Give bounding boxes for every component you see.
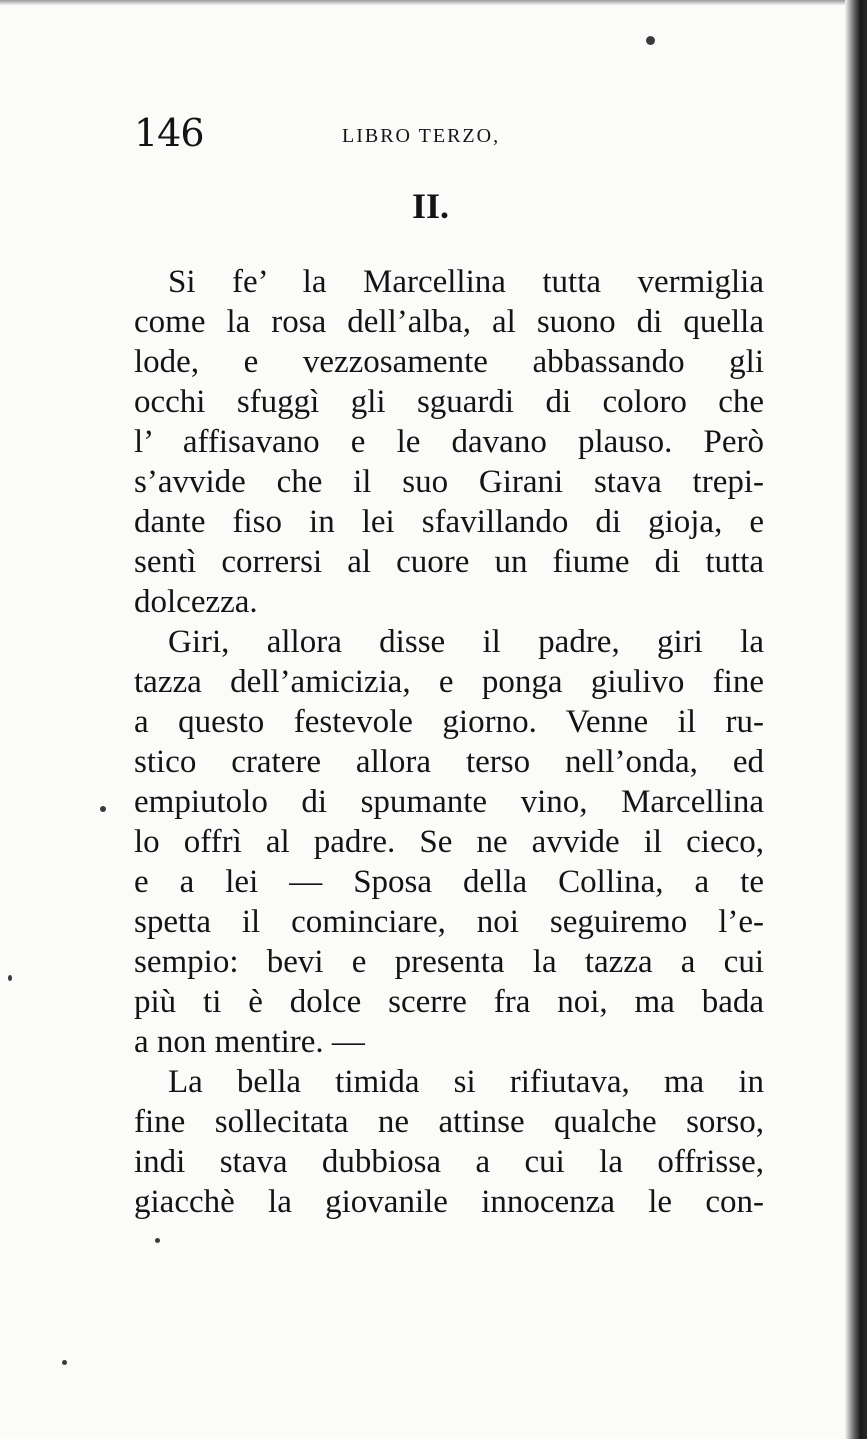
ink-speck	[62, 1360, 67, 1365]
text-line: Si fe’ la Marcellina tutta vermiglia	[168, 264, 764, 300]
ink-speck	[646, 36, 655, 45]
page-binding-edge	[845, 0, 867, 1439]
text-line: La bella timida si rifiutava, ma in	[168, 1064, 764, 1100]
ink-speck	[155, 1238, 160, 1243]
text-line: lo offrì al padre. Se ne avvide il cieco,	[134, 824, 764, 860]
text-line: spetta il cominciare, noi seguiremo l’e-	[134, 904, 764, 940]
text-line: indi stava dubbiosa a cui la offrisse,	[134, 1144, 764, 1180]
text-line: giacchè la giovanile innocenza le con-	[134, 1184, 764, 1220]
ink-speck	[100, 806, 106, 812]
text-line: fine sollecitata ne attinse qualche sorso,	[134, 1104, 764, 1140]
chapter-number: II.	[412, 186, 450, 226]
top-edge-shadow	[0, 0, 845, 5]
body-text	[134, 262, 764, 1222]
text-line: dante fiso in lei sfavillando di gioja, e	[134, 504, 764, 540]
text-line: e a lei — Sposa della Collina, a te	[134, 864, 764, 900]
page-header	[134, 108, 594, 158]
text-line: sempio: bevi e presenta la tazza a cui	[134, 944, 764, 980]
ink-speck	[8, 975, 12, 981]
text-line: l’ affisavano e le davano plauso. Però	[134, 424, 764, 460]
text-line: empiutolo di spumante vino, Marcellina	[134, 784, 764, 820]
text-line: più ti è dolce scerre fra noi, ma bada	[134, 984, 764, 1020]
text-line: dolcezza.	[134, 584, 258, 620]
text-line: a questo festevole giorno. Venne il ru-	[134, 704, 764, 740]
text-line: come la rosa dell’alba, al suono di quella	[134, 304, 764, 340]
running-head: LIBRO TERZO,	[342, 125, 501, 147]
text-line: occhi sfuggì gli sguardi di coloro che	[134, 384, 764, 420]
page-number: 146	[134, 111, 204, 155]
text-line: sentì corrersi al cuore un fiume di tutta	[134, 544, 764, 580]
text-line: stico cratere allora terso nell’onda, ed	[134, 744, 764, 780]
text-line: a non mentire. —	[134, 1024, 365, 1060]
text-line: lode, e vezzosamente abbassando gli	[134, 344, 764, 380]
text-line: Giri, allora disse il padre, giri la	[168, 624, 764, 660]
text-line: tazza dell’amicizia, e ponga giulivo fine	[134, 664, 764, 700]
text-line: s’avvide che il suo Girani stava trepi-	[134, 464, 764, 500]
